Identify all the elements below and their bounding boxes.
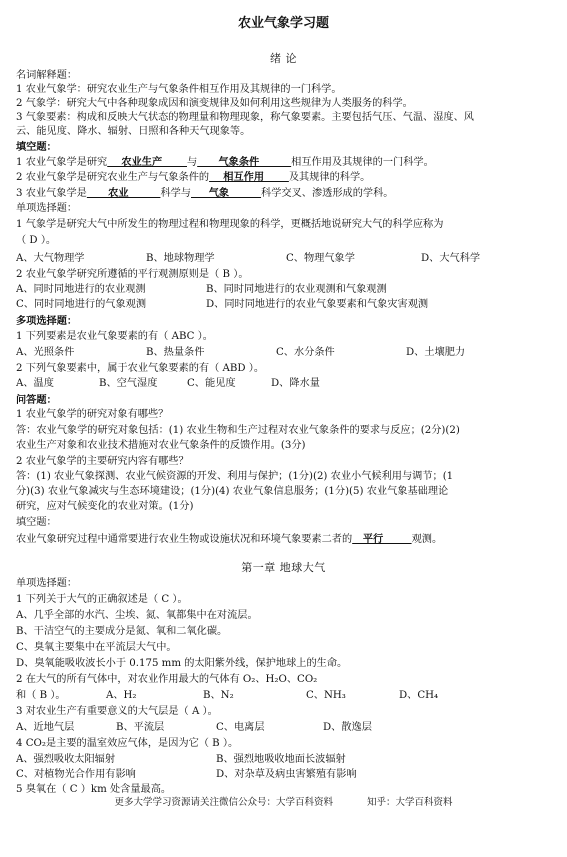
option: C、同时同地进行的气象观测: [16, 299, 147, 310]
option-line: B、干洁空气的主要成分是氮、氧和二氧化碳。: [16, 626, 228, 637]
option-line: D、臭氧能吸收波长小于 0.175 mm 的太阳紫外线，保护地球上的生命。: [16, 658, 348, 669]
option: D、降水量: [271, 378, 320, 389]
definition-line: 1 农业气象学：研究农业生产与气象条件相互作用及其规律的一门科学。: [16, 84, 342, 95]
option: A、光照条件: [16, 347, 75, 358]
answer-blank: 相互作用: [209, 171, 289, 183]
single-choice-label: 单项选择题：: [16, 578, 78, 589]
question-text: 3 农业气象学是: [16, 188, 87, 199]
option: D、CH₄: [399, 690, 439, 701]
option: B、地球物理学: [146, 253, 215, 264]
question-line: 2 农业气象学的主要研究内容有哪些？: [16, 456, 189, 467]
answer-blank: 农业生产: [107, 156, 187, 168]
question-line: 1 农业气象学的研究对象有哪些？: [16, 409, 169, 420]
question-line: 4 CO₂是主要的温室效应气体，是因为它（ B ）。: [16, 738, 239, 749]
option: D、大气科学: [421, 253, 481, 264]
question-text: 农业气象研究过程中通常要进行农业生物或设施状况和环境气象要素二者的: [16, 534, 353, 545]
section-heading-intro: 绪 论: [270, 52, 297, 65]
fill-label: 填空题：: [16, 141, 57, 153]
option-line: A、几乎全部的水汽、尘埃、氮、氧都集中在对流层。: [16, 610, 258, 621]
option: A、温度: [16, 378, 54, 389]
fill-question-1: [16, 155, 556, 170]
question-text: 及其规律的科学。: [288, 172, 371, 183]
option-line: C、臭氧主要集中在平流层大气中。: [16, 642, 177, 653]
option: C、NH₃: [306, 690, 346, 701]
option-row: [16, 377, 556, 391]
fill-question-4: [16, 532, 556, 547]
answer-line: 农业生产对象和农业技术措施对农业气象条件的反馈作用。(3分): [16, 440, 306, 451]
option-row: [16, 721, 556, 735]
option-row: [16, 346, 556, 360]
section-heading-ch1: 第一章 地球大气: [241, 561, 326, 574]
option-row: [16, 768, 556, 782]
option: A、同时同地进行的农业观测: [16, 284, 146, 295]
question-line: 1 下列关于大气的正确叙述是（ C ）。: [16, 594, 188, 605]
option: D、同时同地进行的农业气象要素和气象灾害观测: [206, 299, 429, 310]
question-line: 1 气象学是研究大气中所发生的物理过程和物理现象的科学，更概括地说研究大气的科学应称为: [16, 219, 444, 230]
option: D、对杂草及病虫害繁殖有影响: [216, 769, 357, 780]
question-line: 2 农业气象学研究所遵循的平行观测原则是（ B ）。: [16, 269, 249, 280]
question-line: 3 对农业生产有重要意义的大气层是（ A ）。: [16, 706, 218, 717]
option: A、H₂: [106, 690, 137, 701]
option: B、平流层: [116, 722, 165, 733]
option: A、大气物理学: [16, 253, 85, 264]
answer-line: 分)(3) 农业气象减灾与生态环境建设；(1分)(4) 农业气象信息服务；(1分)(5) 农业气象基础理论: [16, 486, 449, 497]
option-row: [16, 252, 556, 266]
option: D、散逸层: [323, 722, 372, 733]
question-line: 5 臭氧在（ C ）km 处含量最高。: [16, 784, 172, 795]
answer-blank: 平行: [352, 533, 412, 545]
fill-question-3: [16, 186, 556, 201]
document-title: 农业气象学习题: [237, 16, 329, 31]
option: A、近地气层: [16, 722, 75, 733]
footer-wechat-note: 更多大学学习资源请关注微信公众号：大学百科资料: [114, 797, 333, 808]
question-text: 科学交叉、渗透形成的学科。: [261, 188, 394, 199]
option-row: [16, 753, 556, 767]
fill-question-2: [16, 170, 556, 185]
option: C、水分条件: [276, 347, 335, 358]
question-text: 科学与: [160, 188, 191, 199]
option: C、物理气象学: [286, 253, 355, 264]
definition-line: 2 气象学：研究大气中各种现象成因和演变规律及如何利用这些规律为人类服务的科学。: [16, 98, 413, 109]
answer-line: 研究，应对气候变化的农业对策。(1分): [16, 501, 194, 512]
footer-zhihu-note: 知乎：大学百科资料: [367, 797, 453, 808]
answer-line: 答：农业气象学的研究对象包括：(1) 农业生物和生产过程对农业气象条件的要求与反应；(2分)(2): [16, 425, 460, 436]
definition-line: 3 气象要素：构成和反映大气状态的物理量和物理现象，称气象要素。主要包括气压、气温、湿度、风: [16, 112, 474, 123]
question-line: 1 下列要素是农业气象要素的有（ ABC ）。: [16, 331, 213, 342]
option-row: [16, 298, 556, 312]
option: D、土壤肥力: [406, 347, 466, 358]
option: B、N₂: [203, 690, 234, 701]
question-text: 相互作用及其规律的一门科学。: [291, 157, 434, 168]
option-row: [16, 283, 556, 297]
option: B、空气湿度: [99, 378, 158, 389]
option: C、对植物光合作用有影响: [16, 769, 136, 780]
option: C、电离层: [216, 722, 265, 733]
single-choice-label: 单项选择题：: [16, 203, 78, 214]
question-text: 2 农业气象学是研究农业生产与气象条件的: [16, 172, 210, 183]
question-line: 2 在大气的所有气体中，对农业作用最大的气体有 O₂、H₂O、CO₂: [16, 674, 318, 685]
answer-blank: 气象: [191, 187, 262, 199]
question-text: 1 农业气象学是研究: [16, 157, 108, 168]
definition-line: 云、能见度、降水、辐射、日照和各种天气现象等。: [16, 126, 251, 137]
option: B、强烈地吸收地面长波辐射: [216, 754, 346, 765]
footer: [0, 797, 567, 809]
question-line: 2 下列气象要素中，属于农业气象要素的有（ ABD ）。: [16, 363, 265, 374]
answer-blank: 农业: [86, 187, 161, 199]
question-text: 与: [187, 157, 198, 168]
option-row: [16, 689, 556, 703]
question-line: （ D ）。: [16, 235, 57, 246]
option: B、同时同地进行的农业观测和气象观测: [206, 284, 387, 295]
def-label: 名词解释题：: [16, 70, 78, 81]
answer-line: 答：(1) 农业气象探测、农业气候资源的开发、利用与保护；(1分)(2) 农业小气候利用与调节；(1: [16, 471, 454, 482]
answer-blank: 气象条件: [197, 156, 292, 168]
fill-label-2: 填空题：: [16, 517, 57, 528]
option: B、热量条件: [146, 347, 205, 358]
option: C、能见度: [187, 378, 236, 389]
multi-choice-label: 多项选择题：: [16, 315, 78, 327]
qa-label: 问答题：: [16, 394, 57, 406]
option: A、强烈吸收太阳辐射: [16, 754, 116, 765]
question-text: 和（ B ）。: [16, 690, 66, 701]
question-text: 观测。: [411, 534, 443, 545]
